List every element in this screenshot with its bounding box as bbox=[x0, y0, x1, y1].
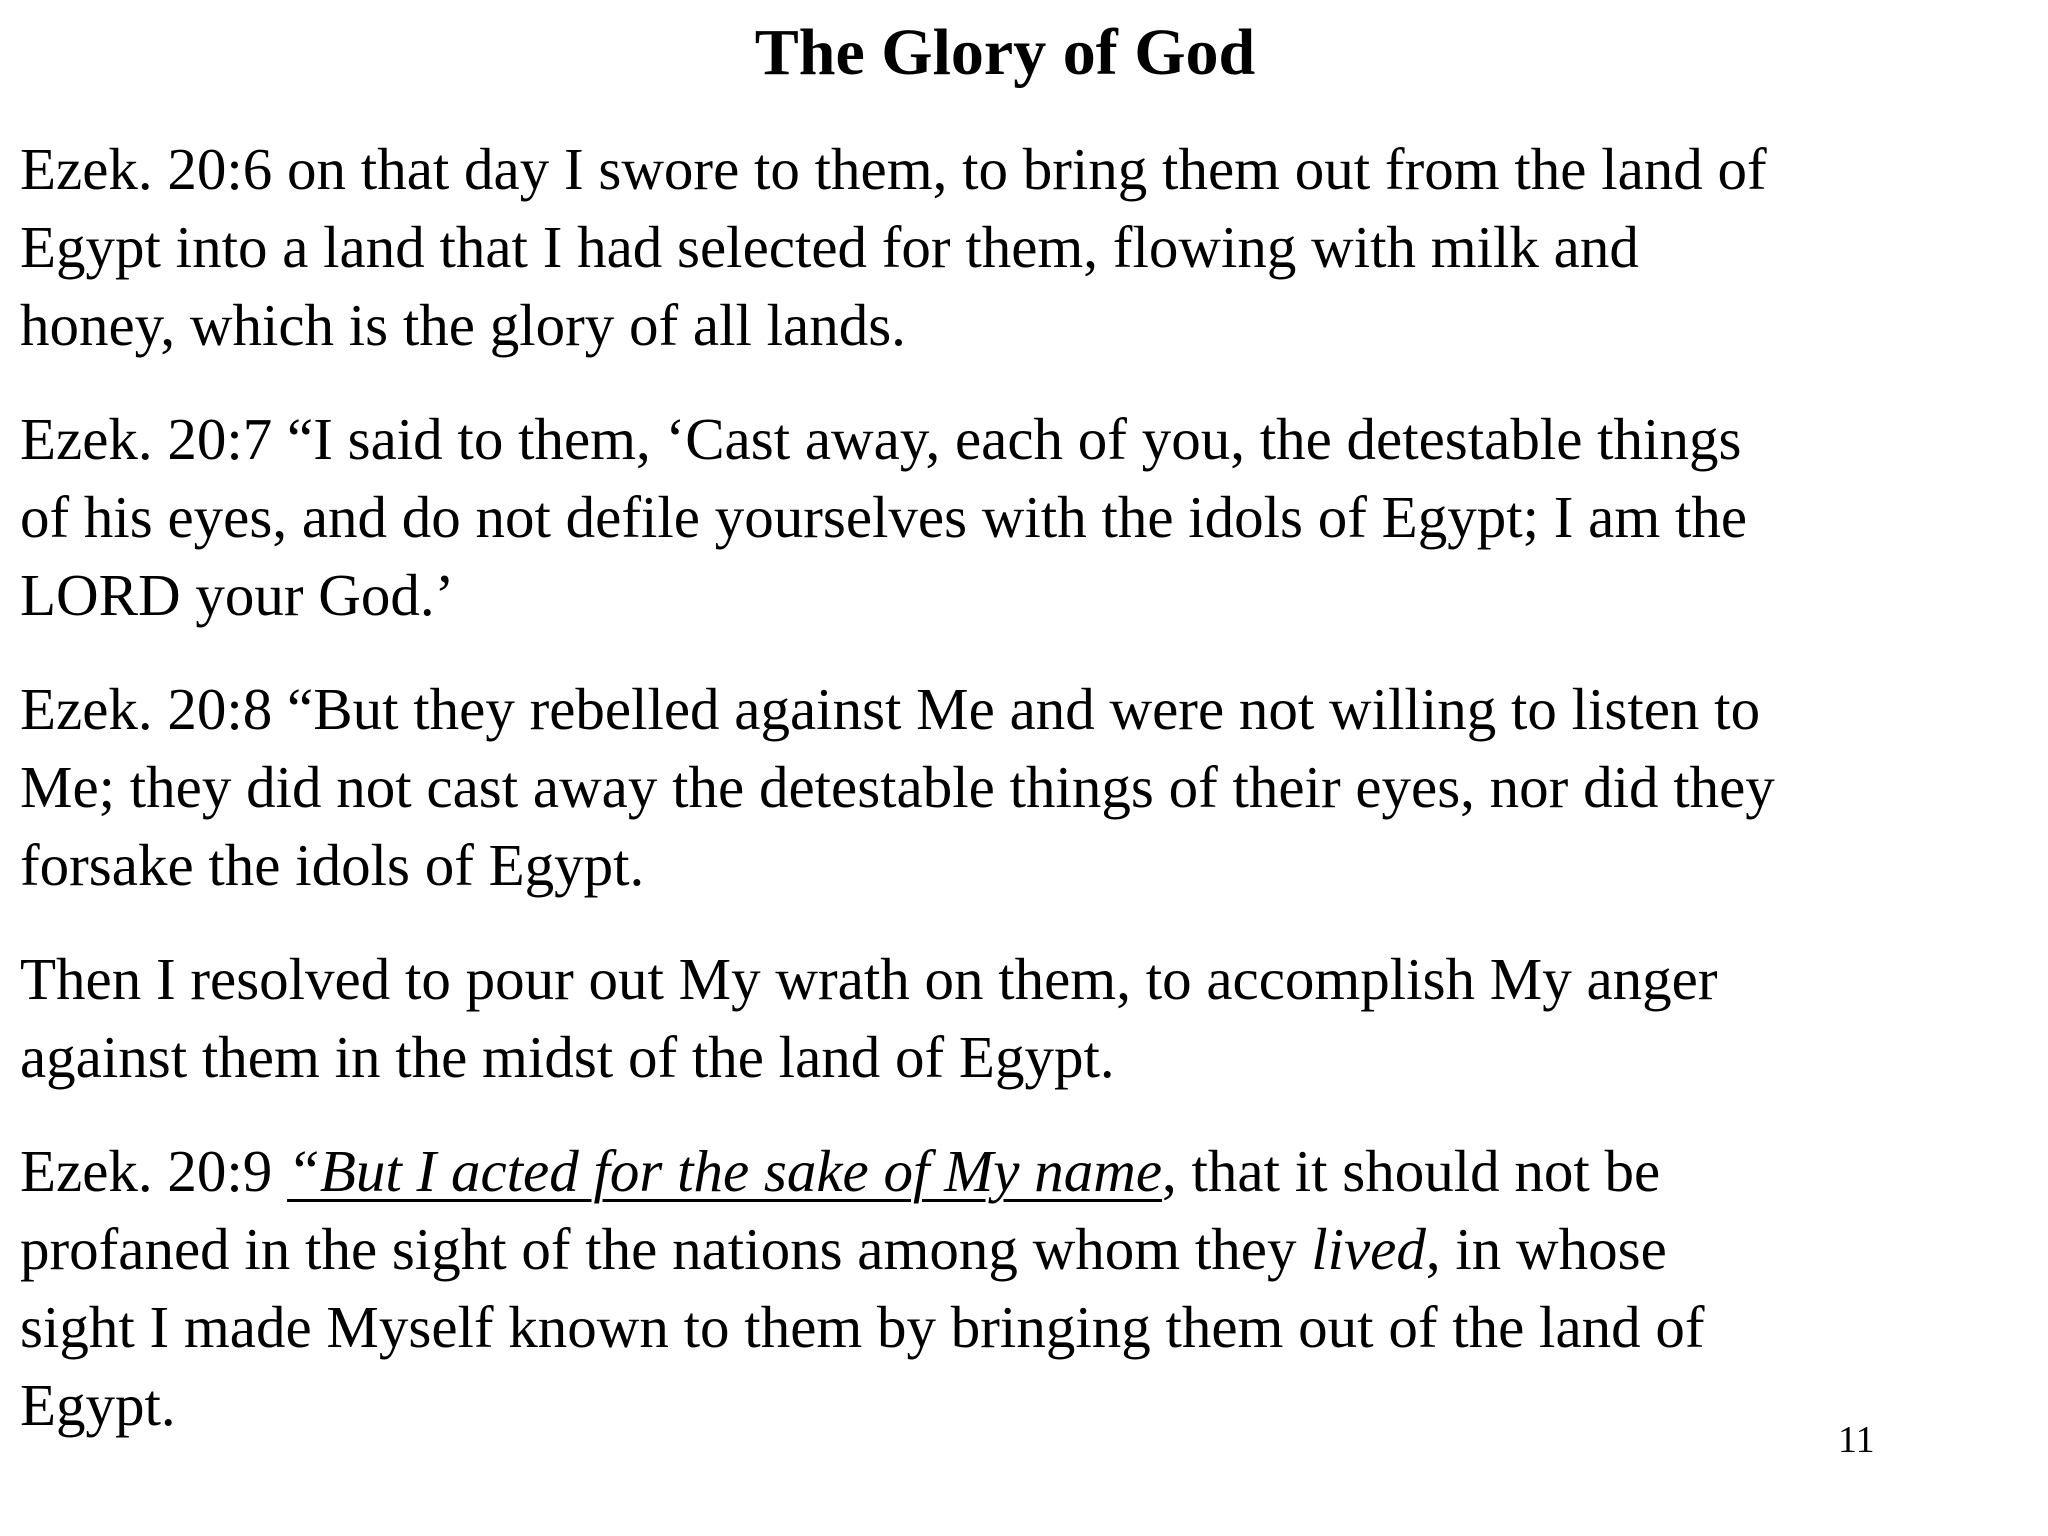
verse-reference: Ezek. 20:9 bbox=[20, 1138, 288, 1204]
text-line bbox=[20, 1210, 2010, 1288]
text-line: Then I resolved to pour out My wrath on them, to accomplish My anger bbox=[20, 946, 1718, 1012]
emphasized-quote: “But I acted for the sake of My name bbox=[287, 1138, 1163, 1204]
slide-title: The Glory of God bbox=[754, 16, 1256, 89]
verse-paragraph-ezek-20-9 bbox=[20, 1132, 2010, 1444]
text-line bbox=[20, 1132, 2010, 1210]
text-line: Egypt into a land that I had selected for them, flowing with milk and bbox=[20, 214, 1639, 280]
italic-word: lived bbox=[1311, 1216, 1426, 1282]
text-run: , that it should not be bbox=[1162, 1138, 1661, 1204]
text-run: profaned in the sight of the nations among whom they bbox=[20, 1216, 1312, 1282]
text-line: honey, which is the glory of all lands. bbox=[20, 292, 906, 358]
text-line: against them in the midst of the land of Egypt. bbox=[20, 1024, 1115, 1090]
text-run: , in whose bbox=[1425, 1216, 1667, 1282]
verse-paragraph-continuation bbox=[20, 940, 2010, 1096]
verse-paragraph-ezek-20-6 bbox=[20, 130, 2010, 364]
text-line: sight I made Myself known to them by bringing them out of the land of bbox=[20, 1294, 1705, 1360]
slide-body bbox=[20, 130, 2010, 1480]
page-number: 11 bbox=[1838, 1419, 1875, 1461]
text-line: Ezek. 20:8 “But they rebelled against Me and were not willing to listen to bbox=[20, 676, 1761, 742]
text-line: Egypt. bbox=[20, 1372, 176, 1438]
text-line: Ezek. 20:6 on that day I swore to them, to bring them out from the land of bbox=[20, 136, 1767, 202]
text-line: Me; they did not cast away the detestable things of their eyes, nor did they bbox=[20, 754, 1775, 820]
verse-paragraph-ezek-20-8 bbox=[20, 670, 2010, 904]
text-line: forsake the idols of Egypt. bbox=[20, 832, 645, 898]
verse-paragraph-ezek-20-7 bbox=[20, 400, 2010, 634]
text-line: of his eyes, and do not defile yourselves with the idols of Egypt; I am the bbox=[20, 484, 1748, 550]
text-line: LORD your God.’ bbox=[20, 562, 455, 628]
text-line: Ezek. 20:7 “I said to them, ‘Cast away, each of you, the detestable things bbox=[20, 406, 1742, 472]
